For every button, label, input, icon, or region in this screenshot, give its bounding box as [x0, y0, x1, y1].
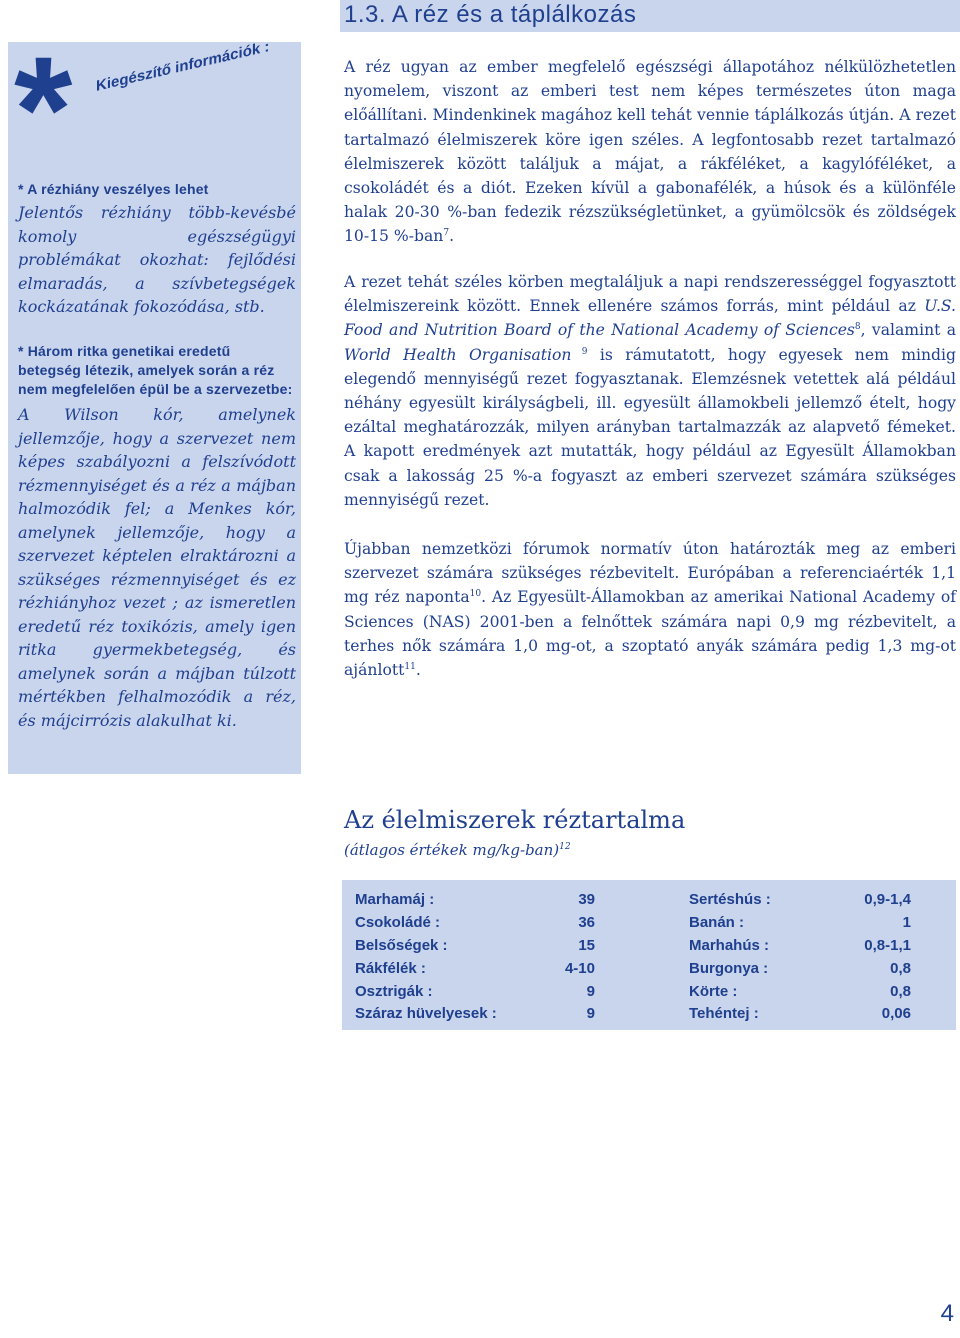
- sidebar-body-1: Jelentős rézhiány több-kevésbé komoly egészségügyi problémákat okozhat: fejlődési elmaradás, a szívbetegségek kockázatának fokozódása, stb.: [18, 203, 296, 316]
- page-title: 1.3. A réz és a táplálkozás: [344, 1, 637, 28]
- table-row: Tehéntej : 0,06: [689, 1005, 911, 1022]
- asterisk-icon: *: [14, 25, 73, 193]
- sidebar-body-2: A Wilson kór, amelynek jellemzője, hogy a szervezet nem képes szabályozni a felszívódott rézmennyiséget és a réz a májban halmozódik fel; a Menkes kór, amelynek jellemzője, hogy a szervezet képtelen elraktározni a szükséges rézmennyiséget és ez rézhiányhoz vezet ; az ismeretlen eredetű réz toxikózis, amely igen ritka gyermekbetegség, és amelynek során a májban túlzott mértékben felhalmozódik a réz, és májcirrózis alakulhat ki.: [18, 405, 296, 730]
- table-row: Belsőségek : 15: [355, 937, 595, 954]
- section-title: Az élelmiszerek réztartalma: [344, 806, 686, 834]
- table-row: Körte : 0,8: [689, 983, 911, 1000]
- table-row: Marhahús : 0,8-1,1: [689, 937, 911, 954]
- sidebar-label: Kiegészítő információk :: [96, 37, 270, 95]
- table-row: Csokoládé : 36: [355, 914, 595, 931]
- section-subtitle: (átlagos értékek mg/kg-ban)$^{12}$: [344, 841, 571, 859]
- sidebar-heading-1: * A rézhiány veszélyes lehet: [18, 181, 209, 197]
- table-row: Száraz hüvelyesek : 9: [355, 1005, 595, 1022]
- paragraph-3: Újabban nemzetközi fórumok normatív úton határozták meg az emberi szervezet számára szükséges rézbevitelt. Európában a referenciaérték 1,1 mg réz naponta$^{10}$. Az Egyesült-Államokban az amerikai National Academy of Sciences (NAS) 2001-ben a felnőttek számára napi 0,9 mg rézbevitelt, a terhes nők számára 1,0 mg-ot, a szoptató anyák számára pedig 1,3 mg-ot ajánlott$^{11}$.: [344, 540, 956, 680]
- table-row: Rákfélék : 4-10: [355, 960, 595, 977]
- paragraph-1: A réz ugyan az ember megfelelő egészségi állapotához nélkülözhetetlen nyomelem, viszont az emberi test nem képes természetes úton maga előállítani. Mindenkinek magához kell tehát vennie táplálkozás útján. A rezet tartalmazó élelmiszerek köre igen széles. A legfontosabb rezet tartalmazó élelmiszerek között találjuk a májat, a rákféléket, a kagylóféléket, a csokoládét és a diót. Ezeken kívül a gabonafélék, a húsok és a különféle halak 20-30 %-ban fedezik rézszükségletünket, a gyümölcsök és zöldségek 10-15 %-ban$^7$.: [344, 58, 956, 246]
- table-row: Burgonya : 0,8: [689, 960, 911, 977]
- table-row: Sertéshús : 0,9-1,4: [689, 891, 911, 908]
- sidebar-heading-2: * Három ritka genetikai eredetű betegség létezik, amelyek során a réz nem megfelelően épül be a szervezetbe:: [18, 343, 293, 397]
- table-row: Banán : 1: [689, 914, 911, 931]
- paragraph-2: A rezet tehát széles körben megtaláljuk a napi rendszerességgel fogyasztott élelmiszereink között. Ennek ellenére számos forrás, mint például az U.S. Food and Nutrition Board of the National Academy of Sciences$^8$, valamint a World Health Organisation $^9$ is rámutatott, hogy egyesek nem mindig elegendő mennyiségű rezet fogyasztanak. Elemzésnek vetettek alá például néhány egyesült királyságbeli, ill. egyesült államokbeli jellemző ételt, hogy ezáltal meghatározzák, milyen arányban tartalmazzák az alapvető fémeket. A kapott eredmények azt mutatták, hogy például az Egyesült Államokban csak a lakosság 25 %-a fogyaszt az emberi szervezet számára szükséges mennyiségű rezet.: [344, 273, 956, 509]
- table-row: Osztrigák : 9: [355, 983, 595, 1000]
- page-number: 4: [940, 1300, 954, 1327]
- table-row: Marhamáj : 39: [355, 891, 595, 908]
